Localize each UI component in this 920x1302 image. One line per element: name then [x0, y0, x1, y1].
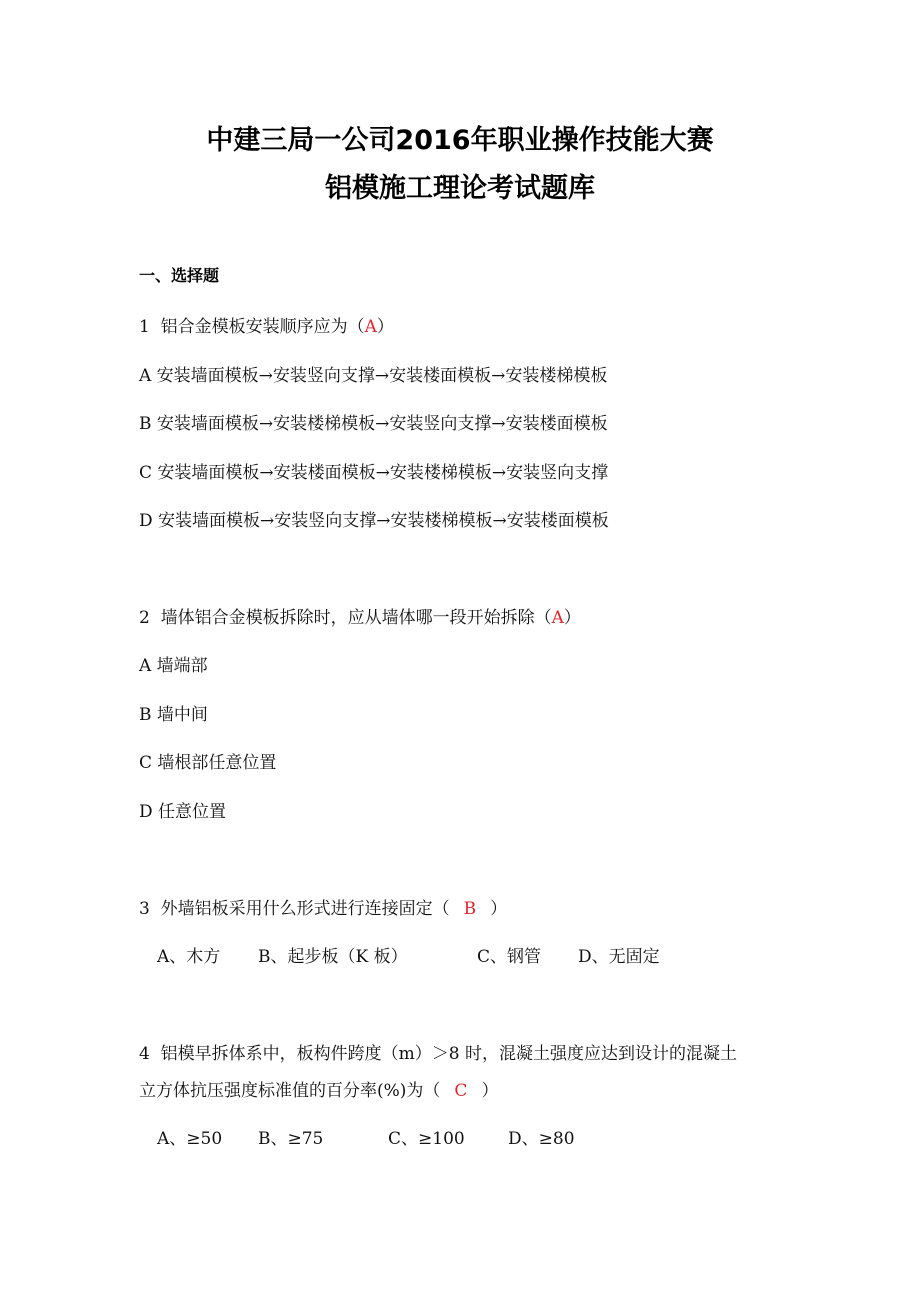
question-3-stem [139, 894, 507, 919]
question-2-stem [139, 603, 581, 628]
question-2-text: 2 墙体铝合金模板拆除时，应从墙体哪一段开始拆除（ [139, 608, 552, 628]
question-2-close: ） [563, 608, 581, 628]
question-1-option-c: C 安装墙面模板→安装楼面模板→安装楼梯模板→安装竖向支撑 [139, 463, 609, 483]
question-2-option-c: C 墙根部任意位置 [139, 753, 277, 773]
question-1-option-b: B 安装墙面模板→安装楼梯模板→安装竖向支撑→安装楼面模板 [139, 414, 608, 434]
question-2-answer: A [551, 608, 564, 628]
question-4-option-a: A、≥50 [157, 1129, 223, 1149]
question-3-option-b: B、起步板（K 板） [258, 947, 408, 967]
question-3-option-d: D、无固定 [578, 947, 660, 967]
question-1-option-a: A 安装墙面模板→安装竖向支撑→安装楼面模板→安装楼梯模板 [139, 366, 608, 386]
question-4-stem-line1: 4 铝模早拆体系中，板构件跨度（m）＞8 时，混凝土强度应达到设计的混凝土 [139, 1044, 737, 1064]
question-1-option-d: D 安装墙面模板→安装竖向支撑→安装楼梯模板→安装楼面模板 [139, 511, 609, 531]
section-heading: 一、选择题 [139, 266, 220, 285]
question-4-option-b: B、≥75 [258, 1129, 324, 1149]
question-2-option-a: A 墙端部 [139, 656, 208, 676]
question-4-option-d: D、≥80 [508, 1129, 575, 1149]
question-3-answer: B [463, 899, 477, 919]
question-4-option-c: C、≥100 [388, 1129, 465, 1149]
question-2-option-d: D 任意位置 [139, 802, 227, 822]
question-1-stem [139, 312, 394, 337]
question-3-option-c: C、钢管 [477, 947, 542, 967]
question-4-text: 立方体抗压强度标准值的百分率(%)为（ [139, 1081, 441, 1101]
question-1-answer: A [364, 317, 377, 337]
question-4-close: ） [481, 1081, 499, 1101]
question-4-answer: C [454, 1081, 468, 1101]
question-2-option-b: B 墙中间 [139, 705, 208, 725]
question-1-text: 1 铝合金模板安装顺序应为（ [139, 317, 365, 337]
question-1-close: ） [376, 317, 394, 337]
question-3-option-a: A、木方 [157, 947, 221, 967]
question-3-text: 3 外墙铝板采用什么形式进行连接固定（ [139, 899, 450, 919]
question-3-close: ） [490, 899, 508, 919]
document-title-line2: 铝模施工理论考试题库 [325, 173, 595, 204]
question-4-stem-line2 [139, 1076, 498, 1101]
document-title-line1: 中建三局一公司2016年职业操作技能大赛 [206, 125, 714, 156]
